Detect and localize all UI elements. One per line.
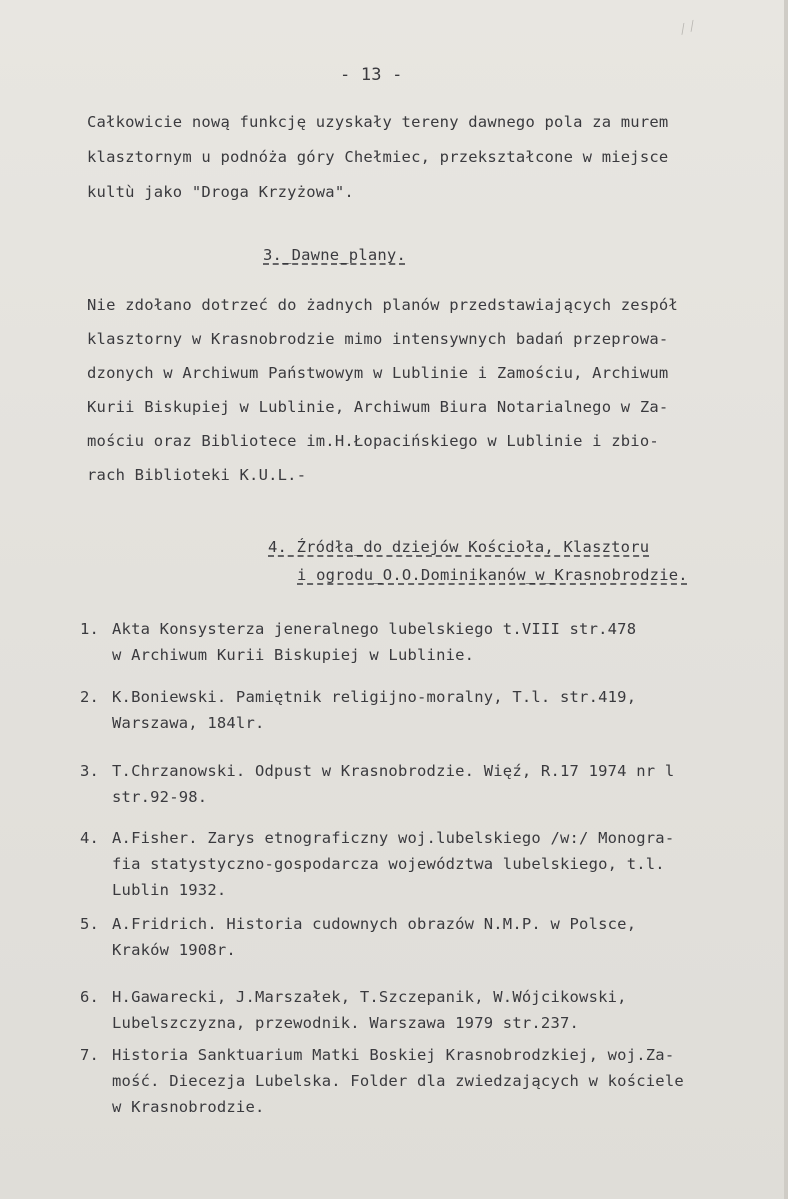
section3-line: klasztorny w Krasnobrodzie mimo intensywnych badań przeprowa- bbox=[87, 330, 669, 348]
reference-line: fia statystyczno-gospodarcza województwa lubelskiego, t.l. bbox=[112, 855, 665, 873]
reference-line: w Archiwum Kurii Biskupiej w Lublinie. bbox=[112, 646, 475, 664]
reference-line: T.Chrzanowski. Odpust w Krasnobrodzie. Więź, R.17 1974 nr l bbox=[112, 762, 675, 780]
reference-number: 5. bbox=[80, 915, 100, 933]
reference-number: 6. bbox=[80, 988, 100, 1006]
section3-line: rach Biblioteki K.U.L.- bbox=[87, 466, 307, 484]
reference-line: A.Fridrich. Historia cudownych obrazów N.M.P. w Polsce, bbox=[112, 915, 637, 933]
section4-heading: 4. Źródła_do dziejów Kościoła, Klasztoru bbox=[268, 538, 650, 556]
reference-line: H.Gawarecki, J.Marszałek, T.Szczepanik, W.Wójcikowski, bbox=[112, 988, 627, 1006]
reference-number: 4. bbox=[80, 829, 100, 847]
page-number: - 13 - bbox=[340, 65, 403, 85]
reference-number: 1. bbox=[80, 620, 100, 638]
intro-line: Całkowicie nową funkcję uzyskały tereny dawnego pola za murem bbox=[87, 113, 669, 131]
reference-line: K.Boniewski. Pamiętnik religijno-moralny, T.l. str.419, bbox=[112, 688, 637, 706]
intro-line: klasztornym u podnóża góry Chełmiec, przekształcone w miejsce bbox=[87, 148, 669, 166]
reference-line: Historia Sanktuarium Matki Boskiej Krasnobrodzkiej, woj.Za- bbox=[112, 1046, 675, 1064]
reference-line: Lubelszczyzna, przewodnik. Warszawa 1979 str.237. bbox=[112, 1014, 580, 1032]
reference-line: str.92-98. bbox=[112, 788, 208, 806]
section4-heading: i ogrodu_O.O.Dominikanów_w_Krasnobrodzie. bbox=[297, 566, 688, 584]
reference-line: Kraków 1908r. bbox=[112, 941, 236, 959]
reference-line: w Krasnobrodzie. bbox=[112, 1098, 265, 1116]
reference-number: 3. bbox=[80, 762, 100, 780]
section3-line: Nie zdołano dotrzeć do żadnych planów przedstawiających zespół bbox=[87, 296, 678, 314]
section3-line: mościu oraz Bibliotece im.H.Łopacińskiego w Lublinie i zbio- bbox=[87, 432, 659, 450]
reference-line: Akta Konsysterza jeneralnego lubelskiego t.VIII str.478 bbox=[112, 620, 637, 638]
page-edge bbox=[784, 0, 788, 1199]
reference-line: A.Fisher. Zarys etnograficzny woj.lubelskiego /w:/ Monogra- bbox=[112, 829, 675, 847]
reference-line: mość. Diecezja Lubelska. Folder dla zwiedzających w kościele bbox=[112, 1072, 684, 1090]
reference-number: 2. bbox=[80, 688, 100, 706]
section3-line: dzonych w Archiwum Państwowym w Lublinie i Zamościu, Archiwum bbox=[87, 364, 669, 382]
reference-line: Lublin 1932. bbox=[112, 881, 227, 899]
pencil-mark: ⁄⁄ bbox=[675, 15, 700, 40]
reference-number: 7. bbox=[80, 1046, 100, 1064]
reference-line: Warszawa, 184lr. bbox=[112, 714, 265, 732]
section3-heading: 3._Dawne_plany. bbox=[263, 246, 406, 264]
section3-line: Kurii Biskupiej w Lublinie, Archiwum Biura Notarialnego w Za- bbox=[87, 398, 669, 416]
intro-line: kultù jako "Droga Krzyżowa". bbox=[87, 183, 354, 201]
